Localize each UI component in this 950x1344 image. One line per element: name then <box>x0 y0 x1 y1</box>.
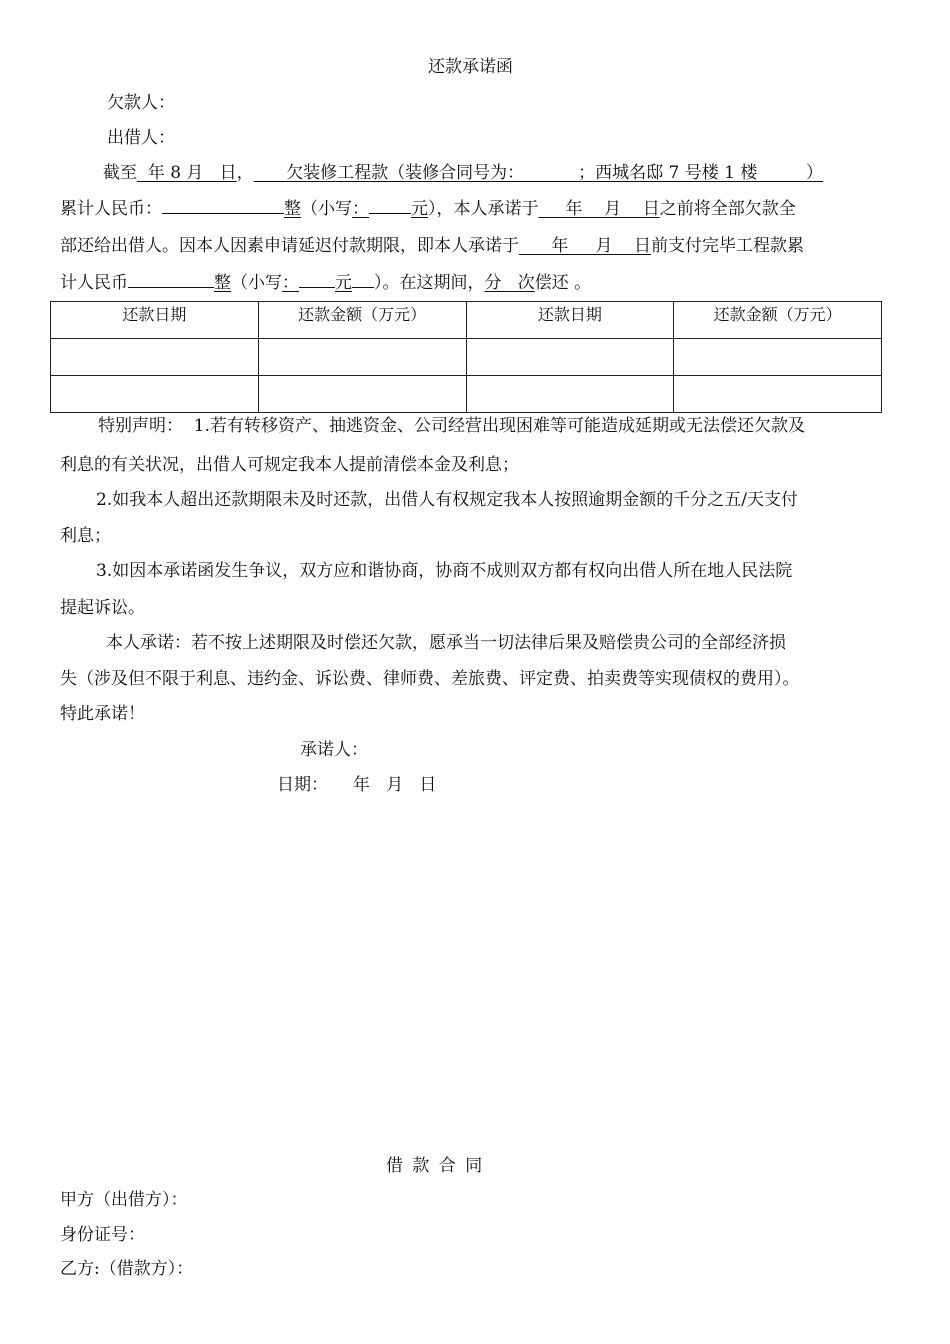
notice-line-5: 3.如因本承诺函发生争议，双方应和谐协商，协商不成则双方都有权向出借人所在地人民法院 <box>96 561 793 581</box>
table-cell[interactable] <box>51 339 259 376</box>
header-repay-date-2: 还款日期 <box>466 302 674 339</box>
repayment-table <box>50 301 882 413</box>
lender-label: 出借人： <box>107 128 175 148</box>
header-repay-amount-2: 还款金额（万元） <box>674 302 882 339</box>
header-repay-amount-1: 还款金额（万元） <box>258 302 466 339</box>
return-text-end: 前支付完毕工程款累 <box>651 236 805 256</box>
lowercase-label: （小写 <box>301 199 352 219</box>
deferred-date: 年 月 日 <box>519 236 652 256</box>
signature-date-label: 日期： <box>277 775 328 795</box>
whole-label-2: 整 <box>214 273 231 293</box>
table-header-row <box>51 302 882 339</box>
id-number-label: 身份证号： <box>60 1225 145 1245</box>
lowercase-colon-2: ： <box>282 273 299 293</box>
header-repay-date-1: 还款日期 <box>51 302 259 339</box>
table-row <box>51 376 882 413</box>
notice-line-2: 利息的有关状况，出借人可规定我本人提前清偿本金及利息； <box>60 455 519 475</box>
project-description: 欠装修工程款（装修合同号为： ；西城名邸 7 号楼 1 楼 ） <box>253 163 823 183</box>
total-amount-blank <box>162 195 284 214</box>
table-cell[interactable] <box>51 376 259 413</box>
notice-line-4: 利息； <box>60 526 111 546</box>
promise-date: 年 月 日 <box>538 199 660 219</box>
period-text: ）。在这期间， <box>374 273 485 293</box>
notice-line-3: 2.如我本人超出还款期限未及时还款，出借人有权规定我本人按照逾期金额的千分之五/天支付 <box>96 490 798 510</box>
contract-title: 借 款 合 同 <box>386 1156 485 1176</box>
total-rmb-label-2: 计人民币 <box>60 273 128 293</box>
paragraph-line-2 <box>60 194 796 219</box>
lowercase-label-2: （小写 <box>231 273 282 293</box>
installments: 分 次 <box>484 273 535 293</box>
notice-line-9: 特此承诺！ <box>60 704 145 724</box>
promisor-label: 承诺人： <box>300 740 368 760</box>
table-cell[interactable] <box>258 339 466 376</box>
notice-line-7: 本人承诺：若不按上述期限及时偿还欠款，愿承当一切法律后果及赔偿贵公司的全部经济损 <box>106 633 786 653</box>
cutoff-comma: ， <box>236 163 254 183</box>
promise-text: ），本人承诺于 <box>428 199 539 219</box>
paragraph-line-1 <box>103 158 823 183</box>
promise-text-end: 之前将全部欠款全 <box>659 199 796 219</box>
debtor-label: 欠款人： <box>107 93 175 113</box>
cutoff-prefix: 截至 <box>103 163 137 183</box>
notice-line-6: 提起诉讼。 <box>60 598 145 618</box>
table-row <box>51 339 882 376</box>
table-cell[interactable] <box>466 376 674 413</box>
whole-label: 整 <box>284 199 301 219</box>
table-cell[interactable] <box>258 376 466 413</box>
notice-line-1: 特别声明： 1.若有转移资产、抽逃资金、公司经营出现困难等可能造成延期或无法偿还欠款及 <box>98 416 806 436</box>
party-a-label: 甲方（出借方）： <box>60 1190 188 1210</box>
letter-title: 还款承诺函 <box>428 57 513 77</box>
yuan-unit: 元 <box>411 199 428 219</box>
signature-date-value: 年 月 日 <box>353 775 437 795</box>
lowercase-colon: ： <box>352 199 369 219</box>
paragraph-line-4 <box>60 268 591 293</box>
paragraph-line-3 <box>60 231 804 256</box>
repay-text: 偿还 。 <box>534 273 592 293</box>
return-text: 部还给出借人。因本人因素申请延迟付款期限，即本人承诺于 <box>60 236 519 256</box>
cutoff-date: 年 8 月 日 <box>137 163 237 183</box>
table-cell[interactable] <box>674 376 882 413</box>
total-rmb-label: 累计人民币： <box>60 199 162 219</box>
yuan-unit-2: 元 <box>335 273 352 293</box>
notice-line-8: 失（涉及但不限于利息、违约金、诉讼费、律师费、差旅费、评定费、拍卖费等实现债权的费用）。 <box>60 669 800 689</box>
table-cell[interactable] <box>466 339 674 376</box>
table-cell[interactable] <box>674 339 882 376</box>
party-b-label: 乙方:（借款方）： <box>60 1259 194 1279</box>
